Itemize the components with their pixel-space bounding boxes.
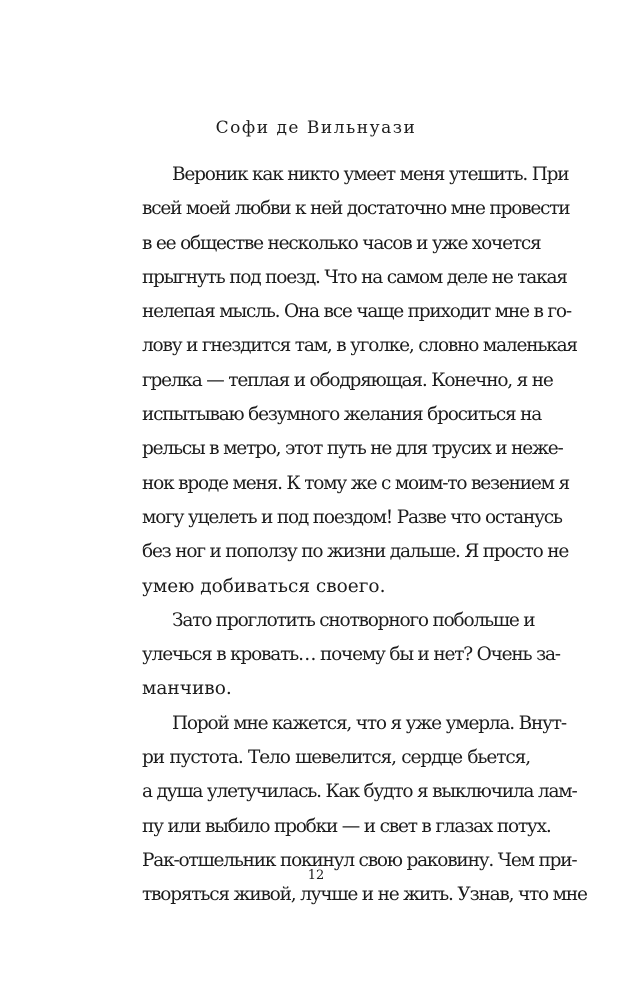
text-line: Порой мне кажется, что я уже умерла. Внут-: [172, 712, 566, 734]
text-line: рельсы в метро, этот путь не для трусих и неже-: [142, 438, 563, 460]
running-head: Софи де Вильнуази: [215, 118, 417, 138]
page-number: 12: [307, 868, 325, 883]
text-line: испытываю безумного желания броситься на: [142, 404, 542, 426]
text-line: ри пустота. Тело шевелится, сердце бьется,: [142, 747, 530, 769]
text-line: Рак-отшельник покинул свою раковину. Чем при-: [142, 849, 577, 871]
text-line: творяться живой, лучше и не жить. Узнав, что мне: [142, 884, 587, 906]
text-line: пу или выбило пробки — и свет в глазах потух.: [142, 815, 551, 837]
text-line: Вероник как никто умеет меня утешить. При: [172, 164, 569, 185]
text-line: а душа улетучилась. Как будто я выключила лам-: [142, 781, 577, 803]
body-text: [142, 158, 587, 913]
text-line: всей моей любви к ней достаточно мне провести: [142, 198, 570, 220]
text-line: без ног и поползу по жизни дальше. Я просто не: [142, 541, 569, 563]
text-line: умею добиваться своего.: [142, 575, 386, 597]
text-line: могу уцелеть и под поездом! Разве что останусь: [142, 506, 562, 528]
text-line: в ее обществе несколько часов и уже хочется: [142, 232, 541, 254]
text-line: манчиво.: [142, 678, 232, 700]
text-line: прыгнуть под поезд. Что на самом деле не такая: [142, 266, 567, 288]
text-line: Зато проглотить снотворного побольше и: [172, 609, 535, 631]
text-line: грелка — теплая и ободряющая. Конечно, я не: [142, 369, 553, 391]
text-line: нелепая мысль. Она все чаще приходит мне в го-: [142, 301, 571, 323]
text-line: улечься в кровать… почему бы и нет? Очень за-: [142, 644, 560, 666]
text-line: лову и гнездится там, в уголке, словно маленькая: [142, 335, 577, 357]
text-line: нок вроде меня. К тому же с моим-то везением я: [142, 472, 569, 494]
